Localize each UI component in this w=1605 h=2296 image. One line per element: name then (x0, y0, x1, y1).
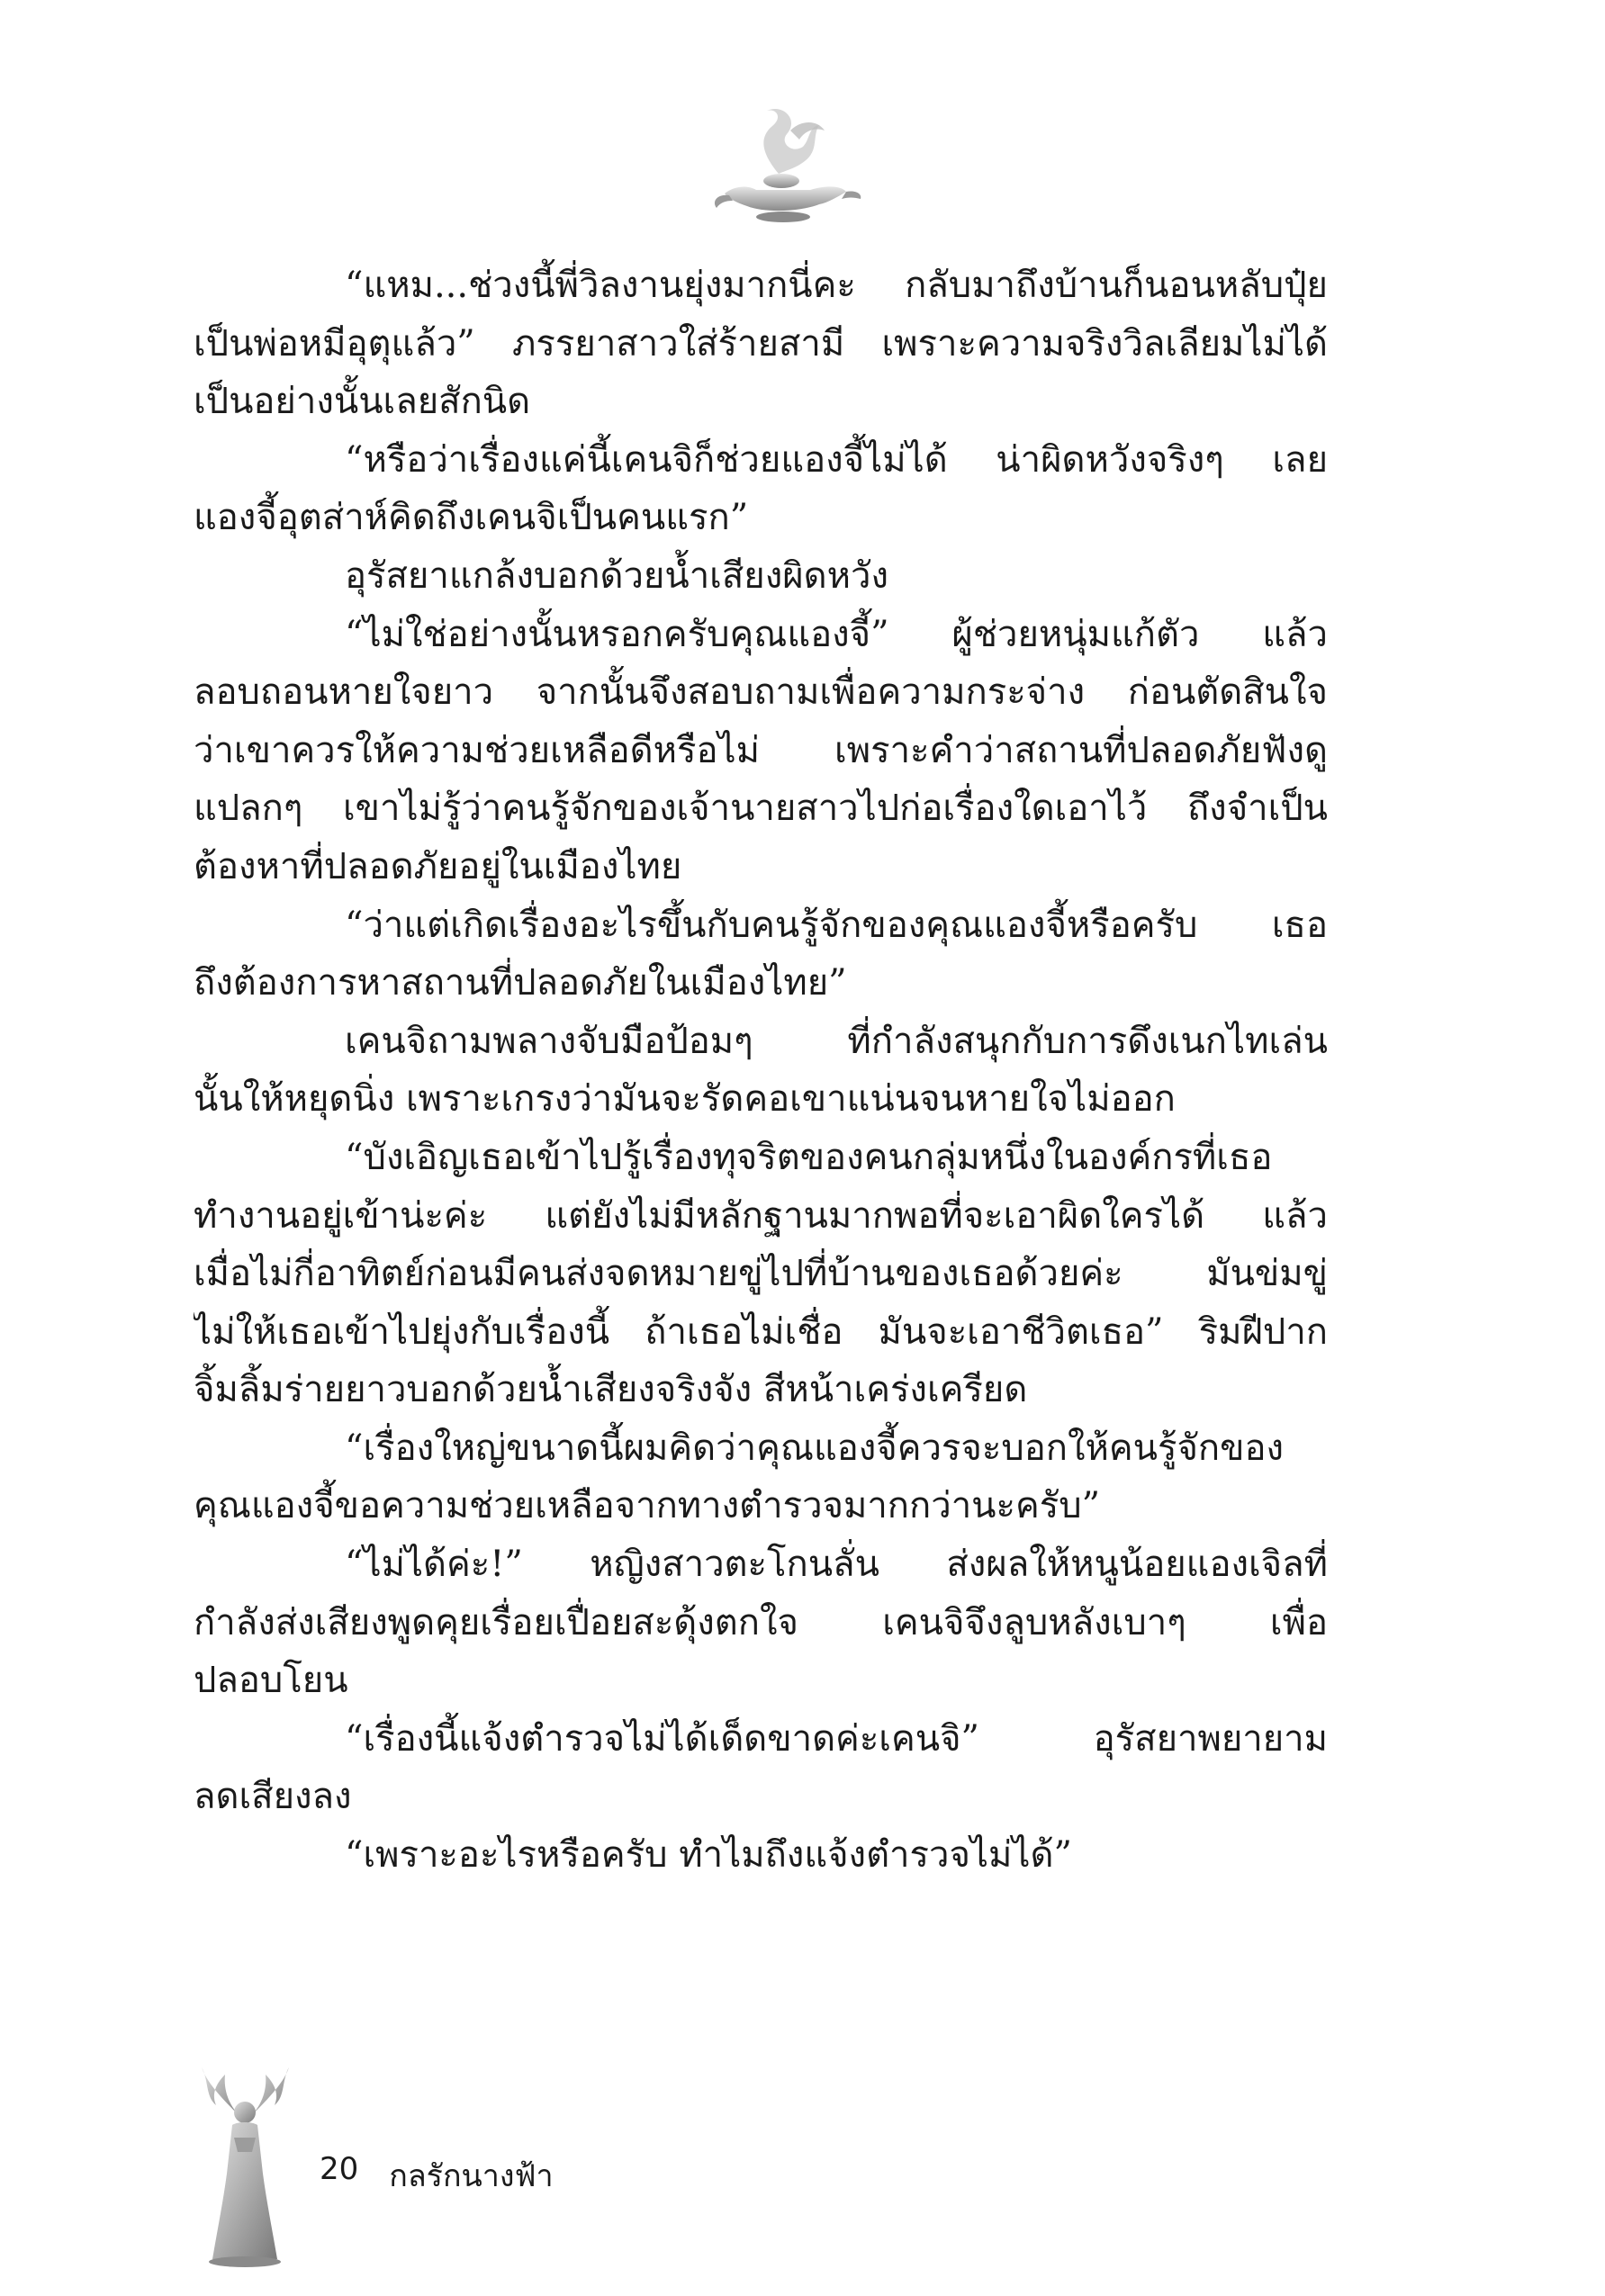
text-line: แปลกๆ เขาไม่รู้ว่าคนรู้จักของเจ้านายสาวไปก่อเรื่องใดเอาไว้ ถึงจำเป็น (194, 788, 1328, 830)
text-line: “เรื่องใหญ่ขนาดนี้ผมคิดว่าคุณแองจี้ควรจะบอกให้คนรู้จักของ (345, 1427, 1285, 1469)
text-line: กำลังส่งเสียงพูดคุยเรื่อยเปื่อยสะดุ้งตกใจ เคนจิจึงลูบหลังเบาๆ เพื่อ (194, 1601, 1328, 1643)
text-line: คุณแองจี้ขอความช่วยเหลือจากทางตำรวจมากกว่านะครับ” (194, 1485, 1101, 1527)
text-line: “เรื่องนี้แจ้งตำรวจไม่ได้เด็ดขาดค่ะเคนจิ” อุรัสยาพยายาม (345, 1717, 1328, 1760)
text-line: ปลอบโยน (194, 1660, 348, 1702)
text-line: ทำงานอยู่เข้าน่ะค่ะ แต่ยังไม่มีหลักฐานมากพอที่จะเอาผิดใครได้ แล้ว (194, 1194, 1328, 1237)
text-line: “หรือว่าเรื่องแค่นี้เคนจิก็ช่วยแองจี้ไม่ได้ น่าผิดหวังจริงๆ เลย (345, 438, 1328, 481)
text-line: แองจี้อุตส่าห์คิดถึงเคนจิเป็นคนแรก” (194, 497, 749, 539)
text-line: จิ้มลิ้มร่ายยาวบอกด้วยน้ำเสียงจริงจัง สีหน้าเคร่งเครียด (194, 1369, 1028, 1411)
text-line: เมื่อไม่กี่อาทิตย์ก่อนมีคนส่งจดหมายขู่ไปที่บ้านของเธอด้วยค่ะ มันข่มขู่ (194, 1253, 1328, 1295)
text-line: “ไม่ได้ค่ะ!” หญิงสาวตะโกนลั่น ส่งผลให้หนูน้อยแองเจิลที่ (345, 1544, 1328, 1586)
text-line: “ไม่ใช่อย่างนั้นหรอกครับคุณแองจี้” ผู้ช่วยหนุ่มแก้ตัว แล้ว (345, 613, 1328, 655)
text-line: ว่าเขาควรให้ความช่วยเหลือดีหรือไม่ เพราะคำว่าสถานที่ปลอดภัยฟังดู (194, 729, 1328, 771)
text-line: ลอบถอนหายใจยาว จากนั้นจึงสอบถามเพื่อความกระจ่าง ก่อนตัดสินใจ (194, 671, 1328, 714)
story-text (194, 257, 1328, 1885)
text-line: เป็นพ่อหมีอุตุแล้ว” ภรรยาสาวใส่ร้ายสามี เพราะความจริงวิลเลียมไม่ได้ (194, 322, 1328, 365)
book-title: กลรักนางฟ้า (389, 2158, 554, 2194)
magic-lamp-ornament (693, 104, 873, 230)
text-line: อุรัสยาแกล้งบอกด้วยน้ำเสียงผิดหวัง (345, 554, 889, 597)
text-line: ลดเสียงลง (194, 1776, 352, 1818)
text-line: ถึงต้องการหาสถานที่ปลอดภัยในเมืองไทย” (194, 962, 847, 1004)
text-line: “เพราะอะไรหรือครับ ทำไมถึงแจ้งตำรวจไม่ได้” (345, 1834, 1072, 1877)
text-line: เป็นอย่างนั้นเลยสักนิด (194, 381, 531, 423)
page-footer (320, 2151, 554, 2200)
text-line: นั้นให้หยุดนิ่ง เพราะเกรงว่ามันจะรัดคอเขาแน่นจนหายใจไม่ออก (194, 1078, 1176, 1121)
text-line: ต้องหาที่ปลอดภัยอยู่ในเมืองไทย (194, 845, 682, 887)
text-line: ไม่ให้เธอเข้าไปยุ่งกับเรื่องนี้ ถ้าเธอไม่เชื่อ มันจะเอาชีวิตเธอ” ริมฝีปาก (194, 1310, 1328, 1353)
text-line: เคนจิถามพลางจับมือป้อมๆ ที่กำลังสนุกกับการดึงเนกไทเล่น (345, 1020, 1328, 1062)
text-line: “บังเอิญเธอเข้าไปรู้เรื่องทุจริตของคนกลุ่มหนึ่งในองค์กรที่เธอ (345, 1136, 1273, 1178)
page-number: 20 (320, 2151, 359, 2187)
text-line: “แหม...ช่วงนี้พี่วิลงานยุ่งมากนี่คะ กลับมาถึงบ้านก็นอนหลับปุ๋ย (345, 265, 1328, 306)
angel-statue-ornament (198, 2066, 293, 2268)
text-line: “ว่าแต่เกิดเรื่องอะไรขึ้นกับคนรู้จักของคุณแองจี้หรือครับ เธอ (345, 904, 1328, 946)
